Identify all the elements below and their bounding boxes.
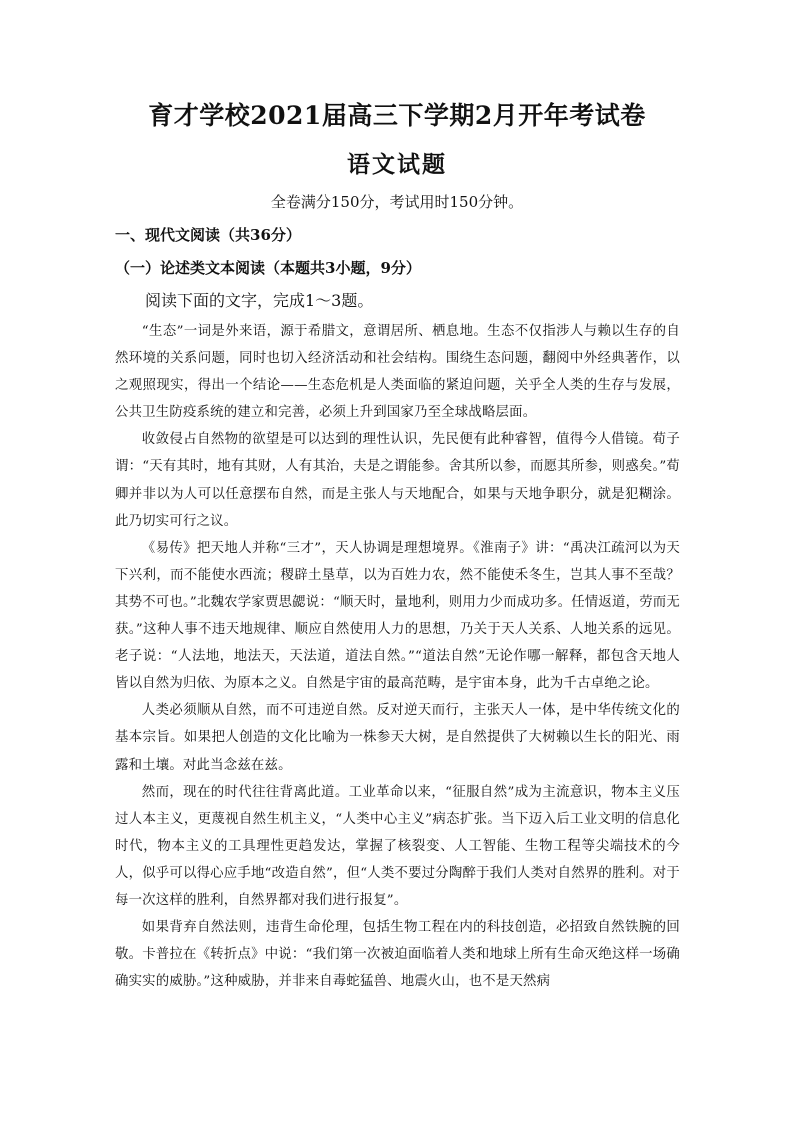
exam-subject: 语文试题 [347, 151, 447, 178]
passage-paragraph: 如果背弃自然法则，违背生命伦理，包括生物工程在内的科技创造，必招致自然铁腕的回敬。卡普拉在《转折点》中说：“我们第一次被迫面临着人类和地球上所有生命灭绝这样一场确确实实的威胁。”这种威胁，并非来自毒蛇猛兽、地震火山，也不是天然病 [115, 920, 680, 990]
exam-title: 育才学校2021届高三下学期2月开年考试卷 [148, 101, 646, 130]
exam-note: 全卷满分150分，考试用时150分钟。 [270, 193, 524, 211]
reading-passage [115, 318, 680, 995]
passage-paragraph: 《易传》把天地人并称“三才”，天人协调是理想境界。《淮南子》讲：“禹决江疏河以为天下兴利，而不能使水西流；稷辟土垦草，以为百姓力农，然不能使禾冬生，岂其人事不至哉？其势不可也。”北魏农学家贾思勰说：“顺天时，量地利，则用力少而成功多。任情返道，劳而无获。”这种人事不违天地规律、顺应自然使用人力的思想，乃关于天人关系、人地关系的远见。老子说：“人法地，地法天，天法道，道法自然。”“道法自然”无论作哪一解释，都包含天地人皆以自然为归依、为原本之义。自然是宇宙的最高范畴，是宇宙本身，此为千古卓绝之论。 [115, 540, 680, 692]
passage-paragraph: “生态”一词是外来语，源于希腊文，意谓居所、栖息地。生态不仅指涉人与赖以生存的自然环境的关系问题，同时也切入经济活动和社会结构。围绕生态问题，翻阅中外经典著作，以之观照现实，得出一个结论——生态危机是人类面临的紧迫问题，关乎全人类的生存与发展，公共卫生防疫系统的建立和完善，必须上升到国家乃至全球战略层面。 [115, 324, 680, 421]
section-heading: 一、现代文阅读（共36分） [115, 226, 301, 244]
reading-instruction: 阅读下面的文字，完成1～3题。 [145, 291, 374, 310]
subsection-heading: （一）论述类文本阅读（本题共3小题，9分） [115, 259, 421, 277]
passage-paragraph: 收敛侵占自然物的欲望是可以达到的理性认识，先民便有此种睿智，值得今人借镜。荀子谓：“天有其时，地有其财，人有其治，夫是之谓能参。舍其所以参，而愿其所参，则惑矣。”荀卿并非以为人可以任意摆布自然，而是主张人与天地配合，如果与天地争职分，就是犯糊涂。此乃切实可行之议。 [115, 432, 680, 529]
passage-paragraph: 然而，现在的时代往往背离此道。工业革命以来，“征服自然”成为主流意识，物本主义压过人本主义，更蔑视自然生机主义，“人类中心主义”病态扩张。当下迈入后工业文明的信息化时代，物本主义的工具理性更趋发达，掌握了核裂变、人工智能、生物工程等尖端技术的今人，似乎可以得心应手地“改造自然”，但“人类不要过分陶醉于我们人类对自然界的胜利。对于每一次这样的胜利，自然界都对我们进行报复”。 [115, 784, 680, 908]
passage-paragraph: 人类必须顺从自然，而不可违逆自然。反对逆天而行，主张天人一体，是中华传统文化的基本宗旨。如果把人创造的文化比喻为一株参天大树，是自然提供了大树赖以生长的阳光、雨露和土壤。对此当念兹在兹。 [115, 703, 680, 773]
